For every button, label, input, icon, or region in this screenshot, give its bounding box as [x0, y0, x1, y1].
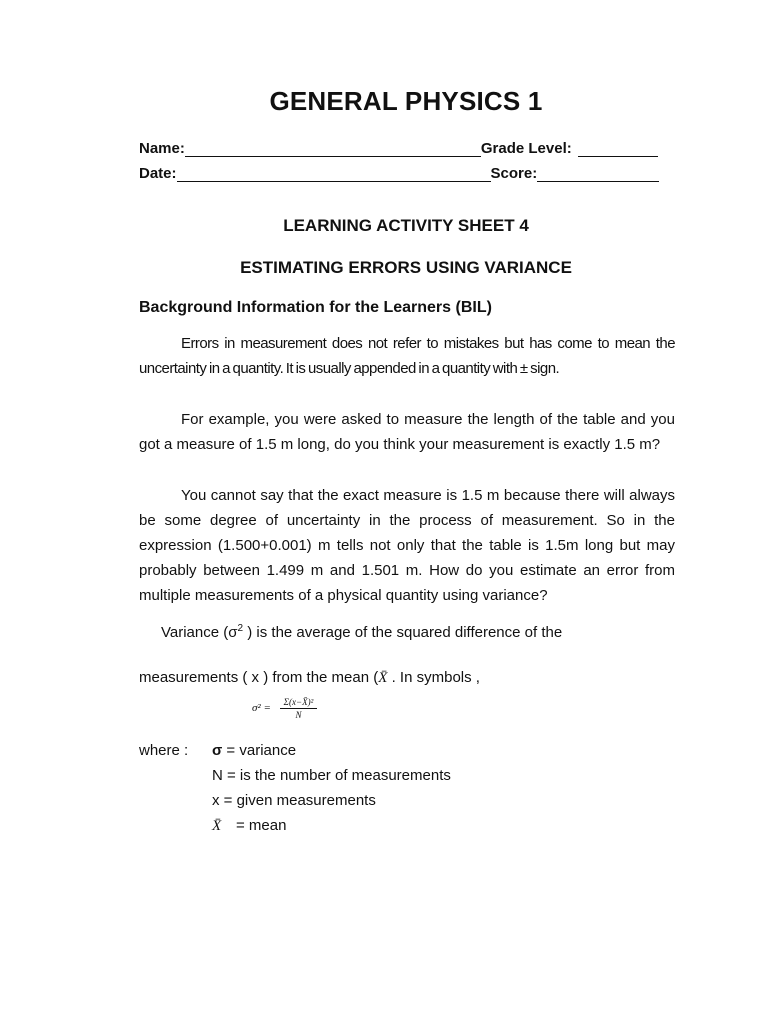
formula-fraction: [280, 697, 318, 720]
sigma-definition: = variance: [222, 742, 297, 759]
paragraph-uncertainty: [139, 483, 675, 608]
x-definition: x = given measurements: [212, 792, 376, 809]
date-score-row: [139, 165, 659, 182]
n-definition: N = is the number of measurements: [212, 767, 451, 784]
formula-lhs: σ² =: [252, 702, 271, 715]
bil-heading: Background Information for the Learners (BIL): [139, 299, 492, 316]
sheet-heading: LEARNING ACTIVITY SHEET 4: [283, 216, 529, 235]
variance-suffix: ) is the average of the squared difference of the: [243, 624, 563, 641]
definition-x: [212, 792, 376, 809]
measurements-tail: . In symbols ,: [387, 669, 480, 686]
date-blank[interactable]: [177, 167, 491, 182]
mean-symbol: X̄: [378, 670, 388, 686]
variance-prefix: Variance (σ: [161, 624, 238, 641]
variance-definition: [161, 623, 562, 641]
paragraph-text: For example, you were asked to measure the length of the table and you got a measure of 1.5 m long, do you think your measurement is exactly 1.5 m?: [139, 411, 675, 453]
name-label: Name:: [139, 140, 185, 157]
grade-level-blank[interactable]: [578, 142, 658, 157]
topic-heading: ESTIMATING ERRORS USING VARIANCE: [240, 258, 572, 277]
grade-level-label: Grade Level:: [480, 140, 572, 157]
where-label: where :: [139, 742, 189, 759]
variance-formula: [252, 697, 317, 720]
name-grade-row: [139, 140, 658, 157]
score-label: Score:: [490, 165, 538, 182]
paragraph-text: You cannot say that the exact measure is 1.5 m because there will always be some degree of uncertainty in the process of measurement. So in the expression (1.500+0.001) m tells not only that the table is 1.5m long but may probably between 1.499 m and 1.501 m. How do you estimate an error from multiple measurements of a physical quantity using variance?: [139, 487, 675, 604]
mean-def-symbol: X̄: [212, 818, 222, 834]
paragraph-text: Errors in measurement does not refer to mistakes but has come to mean the uncertainty in a quantity. It is usually appended in a quantity with ± sign.: [139, 335, 675, 377]
page-title: GENERAL PHYSICS 1: [269, 86, 543, 116]
date-label: Date:: [139, 165, 177, 182]
paragraph-errors: [139, 331, 675, 381]
variance-superscript: 2: [237, 623, 244, 634]
name-blank[interactable]: [185, 142, 481, 157]
paragraph-example: [139, 407, 675, 457]
score-blank[interactable]: [537, 167, 659, 182]
formula-numerator: Σ(x−X̄)²: [280, 697, 318, 709]
mean-definition: = mean: [236, 817, 287, 834]
definition-n: [212, 767, 451, 784]
definition-sigma: [212, 742, 296, 759]
measurements-line: [139, 669, 480, 687]
definition-mean: [212, 817, 286, 835]
measurements-text: measurements ( x ) from the mean (: [139, 669, 379, 686]
sigma-symbol: σ: [212, 742, 223, 759]
formula-denominator: N: [295, 710, 302, 720]
